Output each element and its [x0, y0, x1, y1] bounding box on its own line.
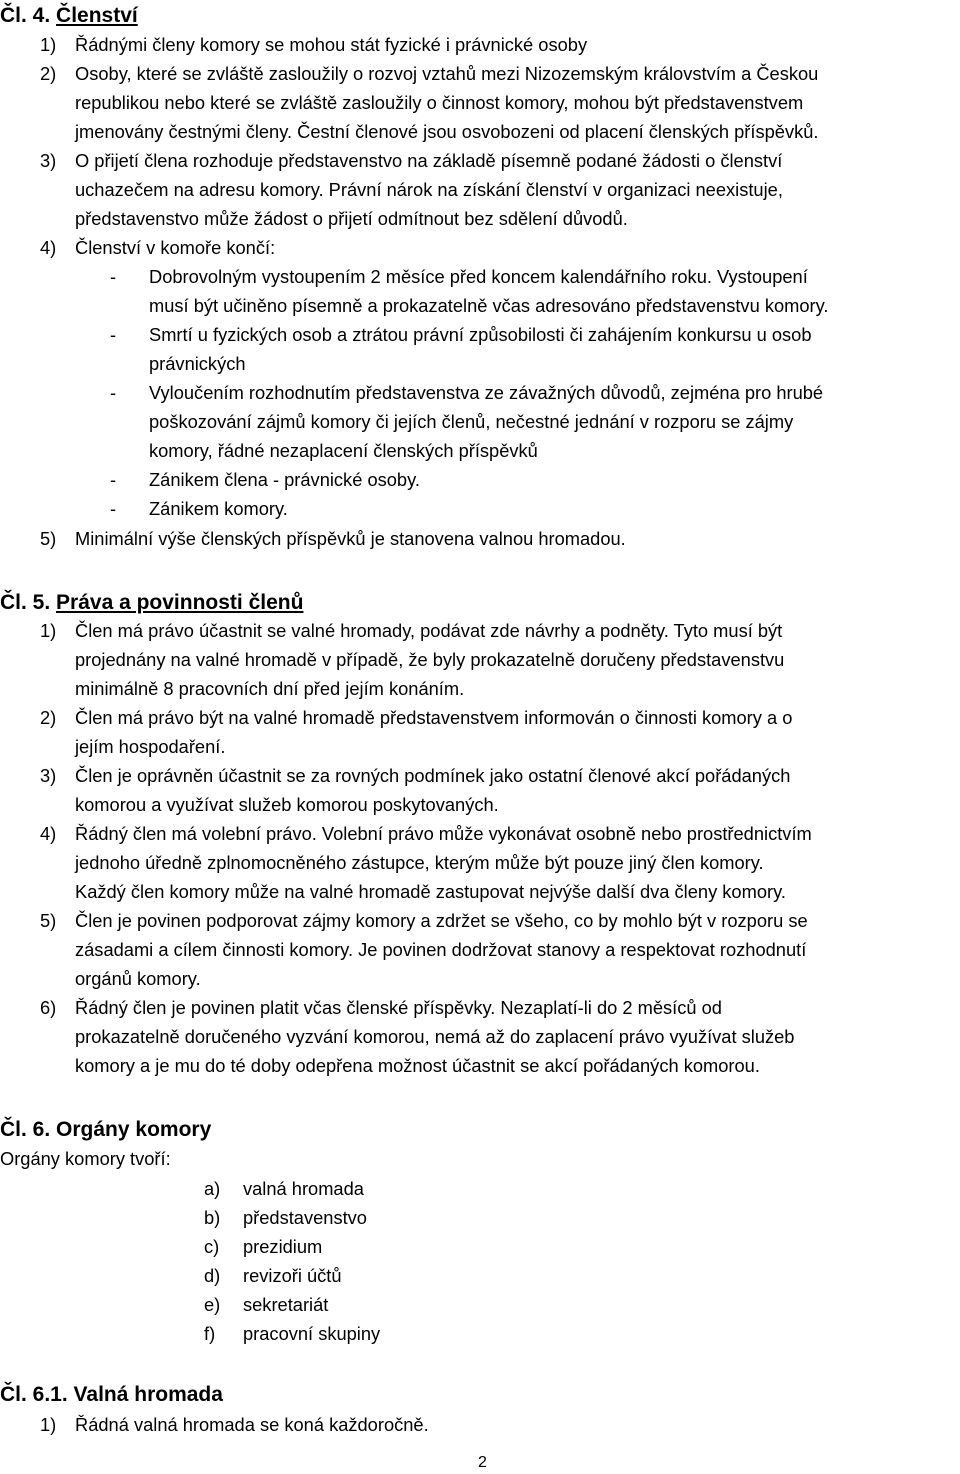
dash-bullet: -: [110, 324, 117, 345]
item-number: 4): [40, 823, 57, 844]
dash-bullet: -: [110, 498, 117, 519]
item-text: právnických: [149, 353, 246, 374]
organ-letter: e): [204, 1294, 221, 1315]
dash-bullet: -: [110, 382, 117, 403]
item-text: představenstvo může žádost o přijetí odmítnout bez sdělení důvodů.: [75, 208, 628, 229]
organ-text: revizoři účtů: [243, 1265, 342, 1286]
item-text: Řádný člen je povinen platit včas členské příspěvky. Nezaplatí-li do 2 měsíců od: [75, 997, 722, 1018]
item-text: komory, řádné nezaplacení členských příspěvků: [149, 440, 538, 461]
organ-text: sekretariát: [243, 1294, 329, 1315]
dash-bullet: -: [110, 469, 117, 490]
item-text: orgánů komory.: [75, 968, 201, 989]
article-4-title: Členství: [56, 4, 138, 27]
organ-text: představenstvo: [243, 1207, 367, 1228]
organ-letter: f): [204, 1323, 216, 1344]
article-5-number: Čl. 5.: [0, 591, 51, 614]
item-text: Člen má právo být na valné hromadě představenstvem informován o činnosti komory a o: [75, 707, 793, 728]
item-number: 1): [40, 34, 57, 55]
item-number: 5): [40, 910, 57, 931]
article-4-heading: [0, 5, 138, 26]
item-text: poškozování zájmů komory či jejích členů, nečestné jednání v rozporu se zájmy: [149, 411, 794, 432]
item-text: Člen je oprávněn účastnit se za rovných podmínek jako ostatní členové akcí pořádaných: [75, 765, 791, 786]
item-text: Členství v komoře končí:: [75, 237, 276, 258]
item-text: projednány na valné hromadě v případě, že byly prokazatelně doručeny představenstvu: [75, 649, 785, 670]
organ-letter: d): [204, 1265, 221, 1286]
organ-text: valná hromada: [243, 1178, 364, 1199]
item-text: minimálně 8 pracovních dní před jejím konáním.: [75, 678, 465, 699]
item-text: musí být učiněno písemně a prokazatelně včas adresováno představenstvu komory.: [149, 295, 829, 316]
dash-bullet: -: [110, 266, 117, 287]
article-6-1-number: Čl. 6.1.: [0, 1383, 68, 1406]
item-text: zásadami a cílem činnosti komory. Je povinen dodržovat stanovy a respektovat rozhodnutí: [75, 939, 807, 960]
item-text: Zánikem člena - právnické osoby.: [149, 469, 420, 490]
page-number: 2: [478, 1454, 487, 1471]
item-number: 6): [40, 997, 57, 1018]
item-text: uchazečem na adresu komory. Právní nárok na získání členství v organizaci neexistuje,: [75, 179, 783, 200]
item-number: 2): [40, 63, 57, 84]
item-text: komory a je mu do té doby odepřena možnost účastnit se akcí pořádaných komorou.: [75, 1055, 760, 1076]
item-text: Řádná valná hromada se koná každoročně.: [75, 1414, 429, 1435]
item-number: 5): [40, 528, 57, 549]
organs-intro: Orgány komory tvoří:: [0, 1148, 171, 1169]
item-number: 3): [40, 150, 57, 171]
organ-letter: a): [204, 1178, 221, 1199]
organ-text: pracovní skupiny: [243, 1323, 381, 1344]
article-6-heading: [0, 1119, 211, 1140]
item-text: Minimální výše členských příspěvků je stanovena valnou hromadou.: [75, 528, 626, 549]
item-text: Dobrovolným vystoupením 2 měsíce před koncem kalendářního roku. Vystoupení: [149, 266, 808, 287]
item-text: Každý člen komory může na valné hromadě zastupovat nejvýše další dva členy komory.: [75, 881, 786, 902]
article-6-1-title: Valná hromada: [73, 1383, 223, 1406]
article-6-1-heading: [0, 1384, 223, 1405]
article-5-heading: [0, 592, 303, 613]
item-number: 1): [40, 620, 57, 641]
article-6-number: Čl. 6.: [0, 1118, 51, 1141]
organ-letter: c): [204, 1236, 220, 1257]
organ-text: prezidium: [243, 1236, 323, 1257]
organ-letter: b): [204, 1207, 221, 1228]
article-6-title: Orgány komory: [56, 1118, 212, 1141]
item-text: Smrtí u fyzických osob a ztrátou právní způsobilosti či zahájením konkursu u osob: [149, 324, 812, 345]
item-text: O přijetí člena rozhoduje představenstvo na základě písemně podané žádosti o členství: [75, 150, 783, 171]
item-text: jednoho úředně zplnomocněného zástupce, kterým může být pouze jiný člen komory.: [75, 852, 764, 873]
item-text: Řádný člen má volební právo. Volební právo může vykonávat osobně nebo prostřednictvím: [75, 823, 812, 844]
item-text: Řádnými členy komory se mohou stát fyzické i právnické osoby: [75, 34, 588, 55]
article-5-title: Práva a povinnosti členů: [56, 591, 304, 614]
article-4-number: Čl. 4.: [0, 4, 51, 27]
item-number: 1): [40, 1414, 57, 1435]
item-text: jejím hospodaření.: [75, 736, 226, 757]
item-number: 3): [40, 765, 57, 786]
item-text: prokazatelně doručeného vyzvání komorou, nemá až do zaplacení právo využívat služeb: [75, 1026, 795, 1047]
item-text: jmenovány čestnými členy. Čestní členové jsou osvobozeni od placení členských příspěvků.: [75, 121, 819, 142]
item-text: Vyloučením rozhodnutím představenstva ze závažných důvodů, zejména pro hrubé: [149, 382, 824, 403]
item-number: 4): [40, 237, 57, 258]
item-text: Člen má právo účastnit se valné hromady, podávat zde návrhy a podněty. Tyto musí být: [75, 620, 783, 641]
item-text: Člen je povinen podporovat zájmy komory a zdržet se všeho, co by mohlo být v rozporu se: [75, 910, 808, 931]
item-number: 2): [40, 707, 57, 728]
item-text: Zánikem komory.: [149, 498, 288, 519]
item-text: republikou nebo které se zvláště zasloužily o činnost komory, mohou být představenstvem: [75, 92, 804, 113]
item-text: komorou a využívat služeb komorou poskytovaných.: [75, 794, 499, 815]
item-text: Osoby, které se zvláště zasloužily o rozvoj vztahů mezi Nizozemským královstvím a Českou: [75, 63, 819, 84]
